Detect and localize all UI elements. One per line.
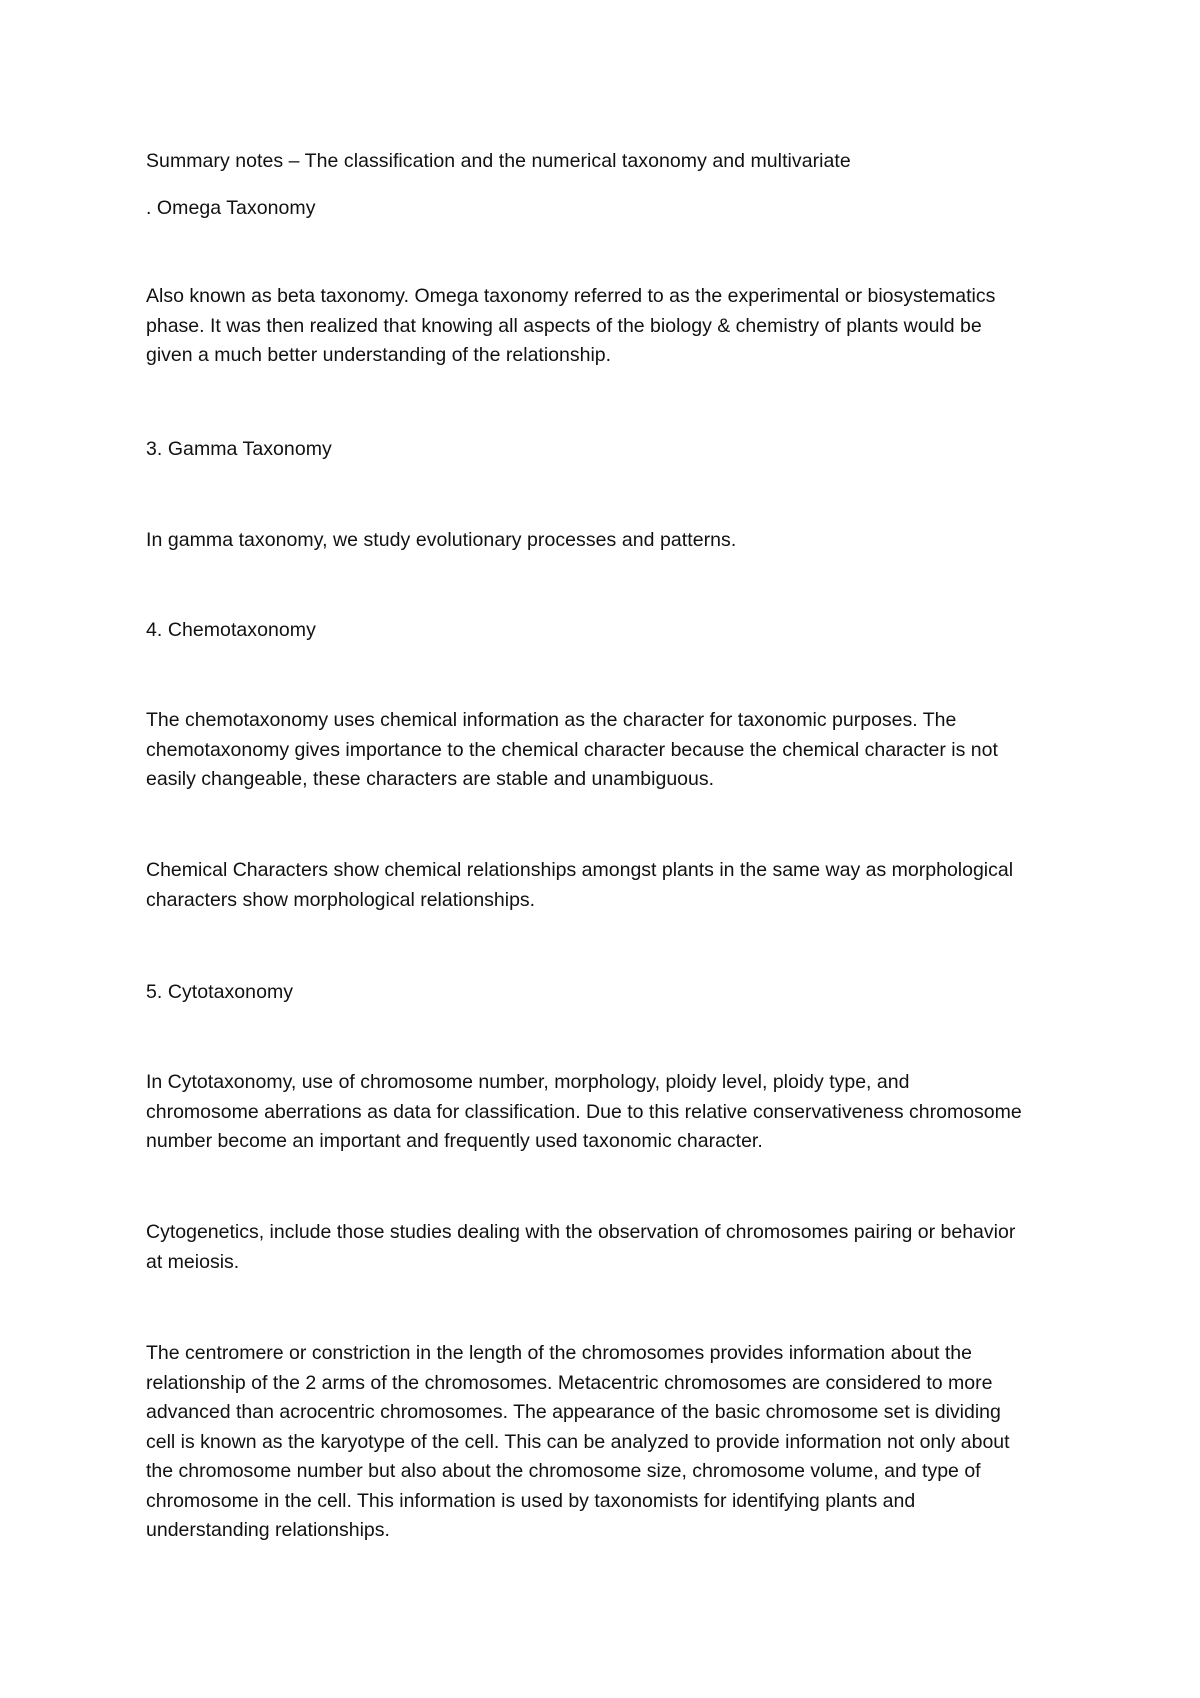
- paragraph-line: advanced than acrocentric chromosomes. The appearance of the basic chromosome set is dividing: [146, 1401, 1001, 1423]
- paragraph-line: In Cytotaxonomy, use of chromosome number, morphology, ploidy level, ploidy type, and: [146, 1071, 910, 1093]
- paragraph-line: The centromere or constriction in the length of the chromosomes provides information about the: [146, 1342, 972, 1364]
- paragraph-line: number become an important and frequently used taxonomic character.: [146, 1130, 763, 1152]
- gamma-taxonomy-heading: 3. Gamma Taxonomy: [146, 438, 332, 460]
- paragraph-line: Also known as beta taxonomy. Omega taxonomy referred to as the experimental or biosystematics: [146, 285, 996, 307]
- chemotaxonomy-paragraph-1: [146, 706, 1076, 795]
- paragraph-line: the chromosome number but also about the chromosome size, chromosome volume, and type of: [146, 1460, 981, 1482]
- chemotaxonomy-paragraph-2: [146, 856, 1076, 915]
- omega-taxonomy-heading: . Omega Taxonomy: [146, 197, 316, 219]
- cytotaxonomy-paragraph-3: [146, 1339, 1076, 1546]
- gamma-taxonomy-paragraph: In gamma taxonomy, we study evolutionary processes and patterns.: [146, 529, 737, 551]
- paragraph-line: cell is known as the karyotype of the cell. This can be analyzed to provide information not only about: [146, 1430, 1010, 1453]
- cytotaxonomy-paragraph-2: [146, 1218, 1076, 1277]
- document-title: Summary notes – The classification and the numerical taxonomy and multivariate: [146, 150, 851, 172]
- omega-taxonomy-paragraph: [146, 282, 1076, 371]
- paragraph-line: chromosome aberrations as data for classification. Due to this relative conservativeness chromosome: [146, 1100, 1022, 1123]
- paragraph-line: understanding relationships.: [146, 1519, 390, 1541]
- paragraph-line: characters show morphological relationships.: [146, 888, 536, 911]
- paragraph-line: chromosome in the cell. This information is used by taxonomists for identifying plants and: [146, 1489, 916, 1512]
- cytotaxonomy-heading: 5. Cytotaxonomy: [146, 981, 294, 1003]
- paragraph-line: The chemotaxonomy uses chemical information as the character for taxonomic purposes. The: [146, 709, 957, 731]
- chemotaxonomy-heading: 4. Chemotaxonomy: [146, 619, 316, 641]
- paragraph-line: Chemical Characters show chemical relationships amongst plants in the same way as morphological: [146, 859, 1014, 881]
- paragraph-line: at meiosis.: [146, 1250, 240, 1273]
- cytotaxonomy-paragraph-1: [146, 1068, 1076, 1157]
- paragraph-line: chemotaxonomy gives importance to the chemical character because the chemical character is not: [146, 738, 998, 761]
- paragraph-line: easily changeable, these characters are stable and unambiguous.: [146, 768, 715, 790]
- paragraph-line: given a much better understanding of the relationship.: [146, 344, 612, 366]
- paragraph-line: relationship of the 2 arms of the chromosomes. Metacentric chromosomes are considered to more: [146, 1371, 993, 1394]
- paragraph-line: phase. It was then realized that knowing all aspects of the biology & chemistry of plants would be: [146, 314, 982, 337]
- paragraph-line: Cytogenetics, include those studies dealing with the observation of chromosomes pairing or behavior: [146, 1221, 1016, 1243]
